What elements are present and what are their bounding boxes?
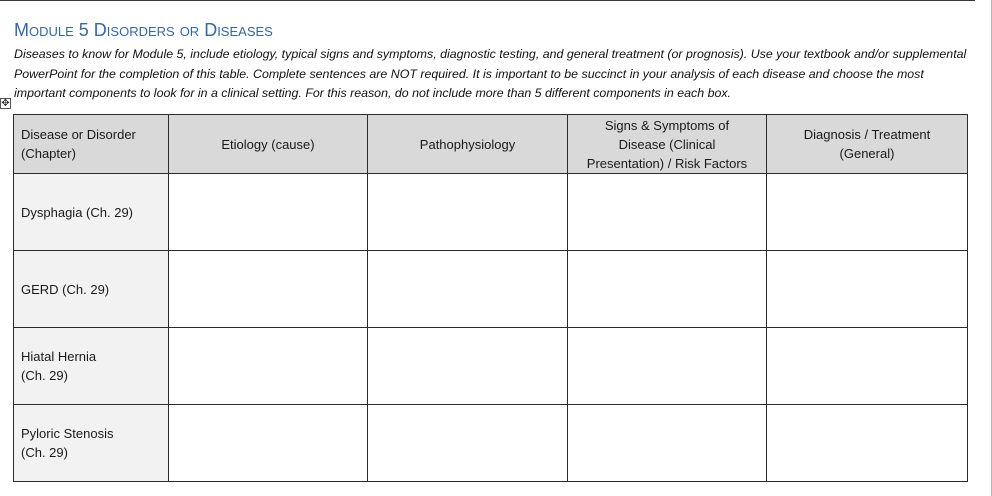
header-diagnosis-treatment: Diagnosis / Treatment (General) <box>767 115 968 174</box>
signs-cell[interactable] <box>568 251 767 328</box>
header-signs-symptoms: Signs & Symptoms of Disease (Clinical Presentation) / Risk Factors <box>568 115 767 174</box>
table-row <box>14 328 968 405</box>
table-row <box>14 405 968 482</box>
etiology-cell[interactable] <box>169 328 368 405</box>
row-disease-cell: Pyloric Stenosis (Ch. 29) <box>14 405 169 482</box>
table-row <box>14 251 968 328</box>
signs-cell[interactable] <box>568 405 767 482</box>
etiology-cell[interactable] <box>169 405 368 482</box>
top-rule <box>0 0 975 1</box>
header-disease: Disease or Disorder (Chapter) <box>14 115 169 174</box>
row-disease-cell: Dysphagia (Ch. 29) <box>14 174 169 251</box>
pathophysiology-cell[interactable] <box>368 174 568 251</box>
row-disease-cell: Hiatal Hernia (Ch. 29) <box>14 328 169 405</box>
table-header-row <box>14 115 968 174</box>
table-move-handle-icon[interactable]: ✥ <box>1 98 10 109</box>
pathophysiology-cell[interactable] <box>368 405 568 482</box>
signs-cell[interactable] <box>568 174 767 251</box>
page-title: Module 5 Disorders or Diseases <box>14 20 273 40</box>
diagnosis-cell[interactable] <box>767 405 968 482</box>
table-row <box>14 174 968 251</box>
diagnosis-cell[interactable] <box>767 174 968 251</box>
etiology-cell[interactable] <box>169 251 368 328</box>
signs-cell[interactable] <box>568 328 767 405</box>
diagnosis-cell[interactable] <box>767 328 968 405</box>
pathophysiology-cell[interactable] <box>368 328 568 405</box>
diagnosis-cell[interactable] <box>767 251 968 328</box>
instructions-paragraph: Diseases to know for Module 5, include etiology, typical signs and symptoms, diagnostic testing, and general treatment (or prognosis). Use your textbook and/or supplemental PowerPoint for the completion of this table. Complete sentences are NOT required. It is important to be succinct in your analysis of each disease and choose the most important components to look for in a clinical setting. For this reason, do not include more than 5 different components in each box. <box>14 47 967 100</box>
etiology-cell[interactable] <box>169 174 368 251</box>
pathophysiology-cell[interactable] <box>368 251 568 328</box>
header-etiology: Etiology (cause) <box>169 115 368 174</box>
header-pathophysiology: Pathophysiology <box>368 115 568 174</box>
disorders-table <box>13 114 968 482</box>
row-disease-cell: GERD (Ch. 29) <box>14 251 169 328</box>
